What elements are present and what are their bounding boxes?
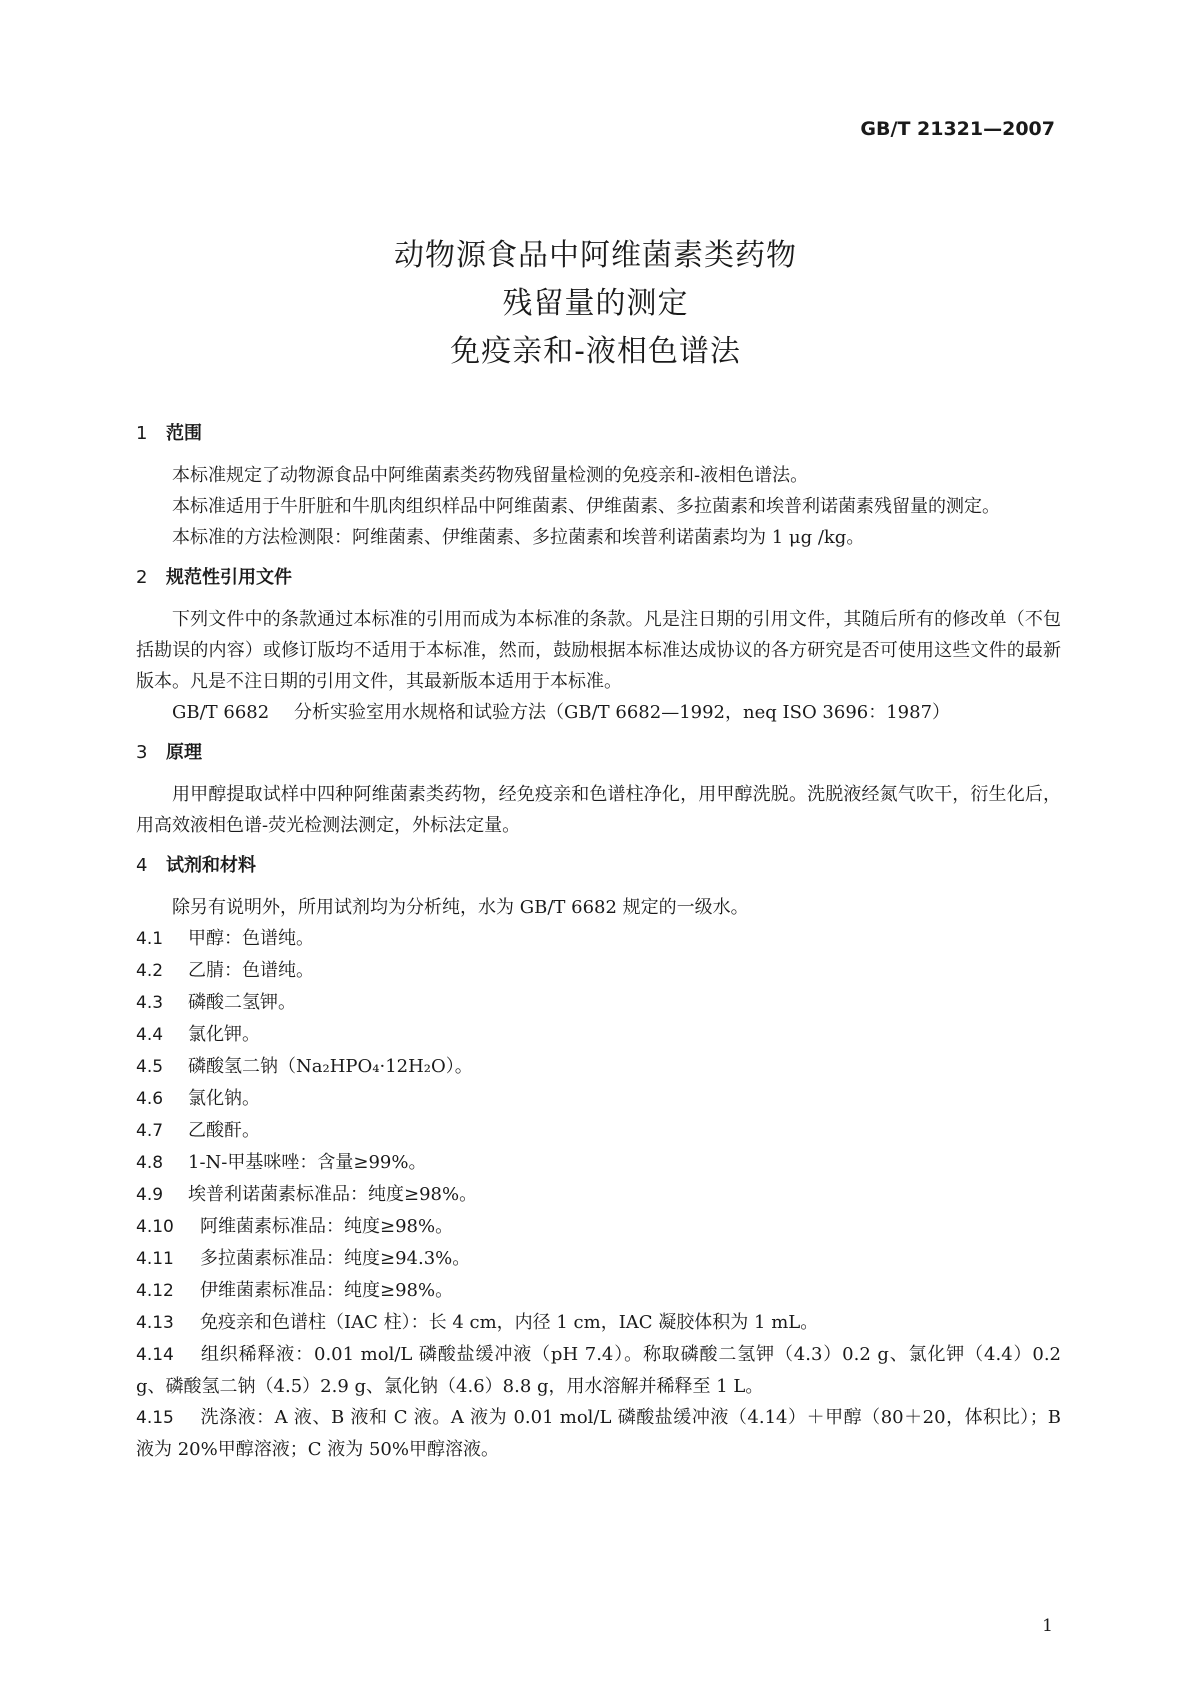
- item-number: 4.5: [136, 1057, 164, 1077]
- reference-title: 分析实验室用水规格和试验方法（GB/T 6682—1992，neq ISO 3696：1987）: [294, 702, 951, 723]
- item-number: 4.2: [136, 961, 164, 981]
- item-text: 乙酸酐。: [188, 1120, 260, 1141]
- list-item: [136, 1211, 1061, 1243]
- document-title: [0, 232, 1191, 376]
- list-item: [136, 955, 1061, 987]
- title-line-2: 残留量的测定: [502, 286, 689, 321]
- section-4-intro: 除另有说明外，所用试剂均为分析纯，水为 GB/T 6682 规定的一级水。: [172, 897, 749, 918]
- item-text: 洗涤液：A 液、B 液和 C 液。A 液为 0.01 mol/L 磷酸盐缓冲液（4.14）＋甲醇（80＋20，体积比）；B 液为 20%甲醇溶液；C 液为 50%甲醇溶液。: [136, 1407, 1061, 1460]
- section-1-heading: [136, 418, 1061, 449]
- section-2-heading: [136, 562, 1061, 593]
- item-text: 伊维菌素标准品：纯度≥98%。: [200, 1280, 454, 1301]
- reference-code: GB/T 6682: [172, 702, 270, 723]
- item-number: 4.9: [136, 1185, 164, 1205]
- section-title: 规范性引用文件: [166, 567, 292, 588]
- item-text: 1-N-甲基咪唑：含量≥99%。: [188, 1152, 427, 1173]
- section-title: 试剂和材料: [166, 855, 256, 876]
- item-number: 4.15: [136, 1408, 174, 1428]
- list-item: [136, 1147, 1061, 1179]
- item-number: 4.4: [136, 1025, 164, 1045]
- item-number: 4.8: [136, 1153, 164, 1173]
- item-text: 多拉菌素标准品：纯度≥94.3%。: [200, 1248, 471, 1269]
- document-body: [136, 418, 1061, 1465]
- item-number: 4.7: [136, 1121, 164, 1141]
- list-item: [136, 923, 1061, 955]
- item-text: 组织稀释液：0.01 mol/L 磷酸盐缓冲液（pH 7.4）。称取磷酸二氢钾（4.3）0.2 g、氯化钾（4.4）0.2 g、磷酸氢二钠（4.5）2.9 g、氯化钠（4.6）8.8 g，用水溶解并稀释至 1 L。: [136, 1344, 1061, 1397]
- list-item: [136, 1243, 1061, 1275]
- section-title: 原理: [166, 742, 202, 763]
- section-3-heading: [136, 737, 1061, 768]
- list-item: [136, 1179, 1061, 1211]
- item-number: 4.12: [136, 1281, 174, 1301]
- item-text: 氯化钾。: [188, 1024, 260, 1045]
- item-number: 4.10: [136, 1217, 174, 1237]
- normative-reference: [136, 697, 1061, 728]
- section-1-paragraph-3: 本标准的方法检测限：阿维菌素、伊维菌素、多拉菌素和埃普利诺菌素均为 1 μg /kg。: [172, 527, 865, 548]
- item-number: 4.6: [136, 1089, 164, 1109]
- item-number: 4.14: [136, 1345, 174, 1365]
- item-text: 甲醇：色谱纯。: [188, 928, 314, 949]
- standard-number: GB/T 21321—2007: [860, 118, 1055, 140]
- section-number: 4: [136, 855, 148, 876]
- list-item: [136, 1275, 1061, 1307]
- section-number: 3: [136, 742, 148, 763]
- item-number: 4.13: [136, 1313, 174, 1333]
- section-2-paragraph-1: 下列文件中的条款通过本标准的引用而成为本标准的条款。凡是注日期的引用文件，其随后所有的修改单（不包括勘误的内容）或修订版均不适用于本标准，然而，鼓励根据本标准达成协议的各方研究是否可使用这些文件的最新版本。凡是不注日期的引用文件，其最新版本适用于本标准。: [136, 609, 1061, 692]
- list-item: [136, 1339, 1061, 1402]
- section-3-paragraph-1: 用甲醇提取试样中四种阿维菌素类药物，经免疫亲和色谱柱净化，用甲醇洗脱。洗脱液经氮气吹干，衍生化后，用高效液相色谱-荧光检测法测定，外标法定量。: [136, 784, 1061, 836]
- section-4-heading: [136, 850, 1061, 881]
- item-number: 4.11: [136, 1249, 174, 1269]
- item-text: 阿维菌素标准品：纯度≥98%。: [200, 1216, 454, 1237]
- item-number: 4.1: [136, 929, 164, 949]
- section-title: 范围: [166, 423, 202, 444]
- item-text: 磷酸二氢钾。: [188, 992, 296, 1013]
- list-item: [136, 1402, 1061, 1465]
- list-item: [136, 1083, 1061, 1115]
- list-item: [136, 1019, 1061, 1051]
- title-line-1: 动物源食品中阿维菌素类药物: [394, 238, 797, 273]
- list-item: [136, 1115, 1061, 1147]
- title-line-3: 免疫亲和-液相色谱法: [450, 334, 741, 369]
- item-text: 埃普利诺菌素标准品：纯度≥98%。: [188, 1184, 478, 1205]
- item-text: 磷酸氢二钠（Na₂HPO₄·12H₂O）。: [188, 1056, 473, 1077]
- section-1-paragraph-1: 本标准规定了动物源食品中阿维菌素类药物残留量检测的免疫亲和-液相色谱法。: [172, 465, 809, 486]
- item-text: 乙腈：色谱纯。: [188, 960, 314, 981]
- list-item: [136, 1307, 1061, 1339]
- section-number: 2: [136, 567, 148, 588]
- list-item: [136, 1051, 1061, 1083]
- item-text: 免疫亲和色谱柱（IAC 柱）：长 4 cm，内径 1 cm，IAC 凝胶体积为 1 mL。: [200, 1312, 819, 1333]
- section-number: 1: [136, 423, 148, 444]
- item-text: 氯化钠。: [188, 1088, 260, 1109]
- section-1-paragraph-2: 本标准适用于牛肝脏和牛肌肉组织样品中阿维菌素、伊维菌素、多拉菌素和埃普利诺菌素残留量的测定。: [172, 496, 1000, 517]
- item-number: 4.3: [136, 993, 164, 1013]
- page-number: 1: [1042, 1616, 1053, 1636]
- list-item: [136, 987, 1061, 1019]
